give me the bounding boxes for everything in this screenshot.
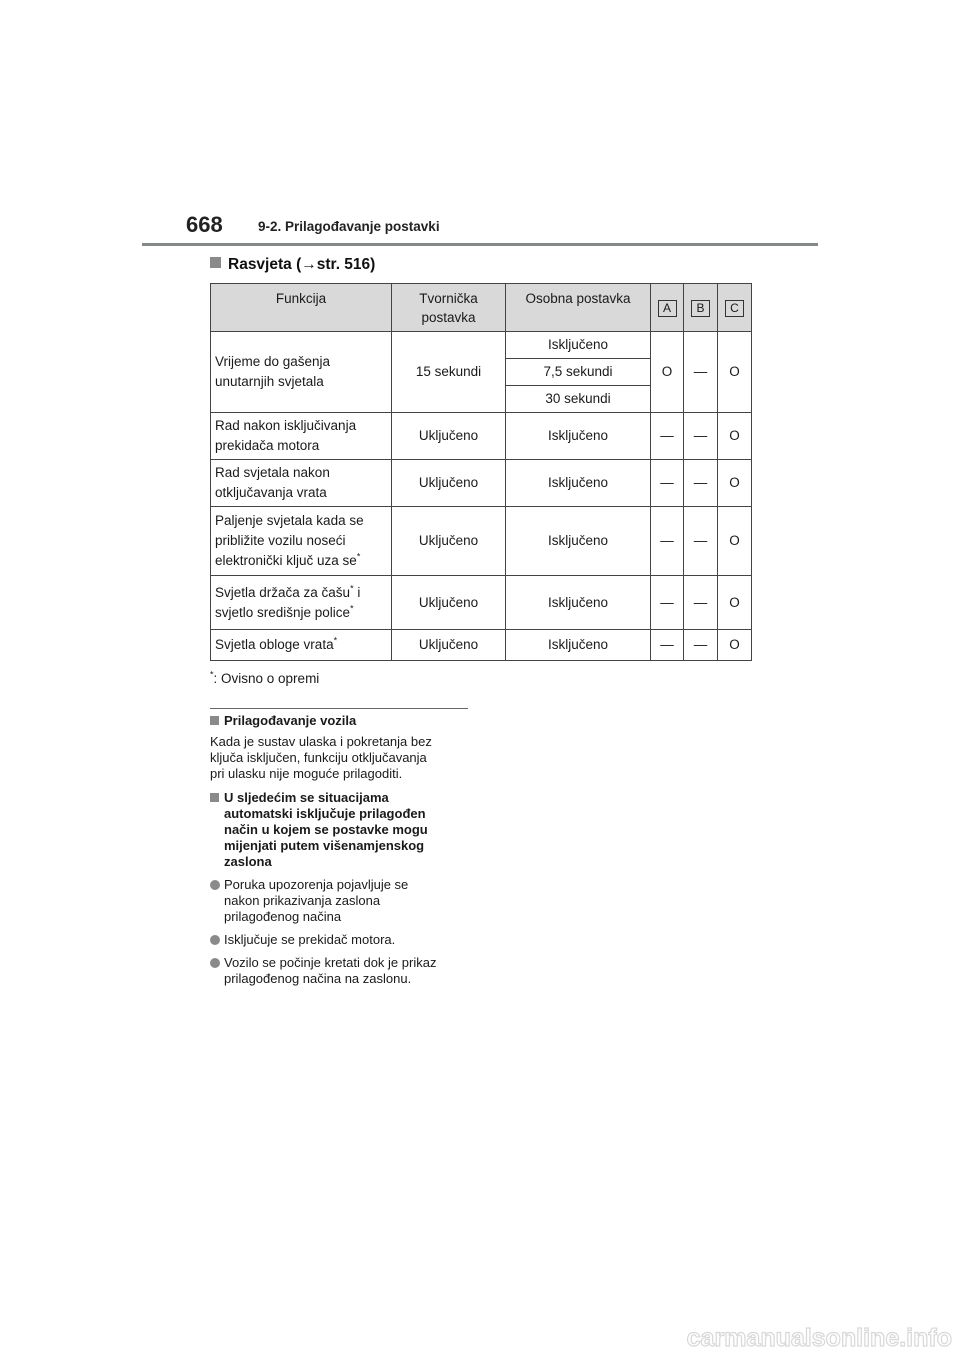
square-bullet-icon bbox=[210, 257, 221, 268]
function-line: Rad nakon isključivanja bbox=[215, 418, 357, 433]
header-personal: Osobna postavka bbox=[506, 284, 651, 332]
settings-table bbox=[210, 283, 752, 661]
asterisk-mark: * bbox=[356, 551, 361, 562]
circle-bullet-icon bbox=[210, 880, 220, 890]
note-line: Kada je sustav ulaska i pokretanja bez bbox=[210, 734, 432, 749]
row-factory: Uključeno bbox=[392, 460, 506, 507]
asterisk-mark: * bbox=[333, 635, 338, 646]
row-function bbox=[211, 507, 392, 576]
section-title bbox=[210, 256, 375, 274]
function-line: Rad svjetala nakon bbox=[215, 465, 330, 480]
function-line: unutarnjih svjetala bbox=[215, 374, 324, 389]
row-personal: Isključeno bbox=[506, 576, 651, 630]
list-item bbox=[210, 932, 480, 948]
note-heading bbox=[210, 713, 480, 729]
row-personal-option: 30 sekundi bbox=[506, 386, 651, 413]
bullet-line: Isključuje se prekidač motora. bbox=[224, 932, 396, 947]
divider bbox=[210, 708, 468, 709]
circle-bullet-icon bbox=[210, 935, 220, 945]
note-heading bbox=[210, 790, 480, 870]
table-row bbox=[211, 413, 752, 460]
list-item bbox=[210, 955, 480, 987]
label-a-icon: A bbox=[658, 300, 677, 317]
header-factory-line1: Tvornička bbox=[419, 291, 478, 306]
row-b: — bbox=[684, 413, 718, 460]
row-function bbox=[211, 460, 392, 507]
chapter-title: 9-2. Prilagođavanje postavki bbox=[258, 219, 440, 234]
header-factory-line2: postavka bbox=[421, 310, 476, 325]
footnote-text: : Ovisno o opremi bbox=[213, 671, 320, 686]
header-rule bbox=[142, 243, 818, 246]
function-line: Svjetla obloge vrata bbox=[215, 637, 334, 652]
row-a: — bbox=[651, 507, 684, 576]
row-personal: Isključeno bbox=[506, 630, 651, 661]
row-c: O bbox=[718, 630, 752, 661]
row-personal: Isključeno bbox=[506, 507, 651, 576]
function-line: otključavanja vrata bbox=[215, 485, 327, 500]
note-line: ključa isključen, funkciju otključavanja bbox=[210, 750, 427, 765]
circle-bullet-icon bbox=[210, 958, 220, 968]
list-item bbox=[210, 877, 480, 925]
bullet-line: prilagođenog načina na zaslonu. bbox=[224, 971, 412, 986]
bullet-line: Poruka upozorenja pojavljuje se bbox=[224, 877, 409, 892]
row-a: — bbox=[651, 630, 684, 661]
bullet-line: Vozilo se počinje kretati dok je prikaz bbox=[224, 955, 437, 970]
function-line: prekidača motora bbox=[215, 438, 320, 453]
row-function bbox=[211, 332, 392, 413]
note-heading-line: zaslona bbox=[224, 854, 272, 869]
table-row bbox=[211, 576, 752, 630]
note-customizing bbox=[210, 713, 480, 782]
note-heading-line: način u kojem se postavke mogu bbox=[224, 822, 428, 837]
note-body bbox=[210, 734, 480, 782]
row-factory: Uključeno bbox=[392, 413, 506, 460]
row-personal: Isključeno bbox=[506, 460, 651, 507]
square-bullet-icon bbox=[210, 716, 219, 725]
row-factory: 15 sekundi bbox=[392, 332, 506, 413]
header-a bbox=[651, 284, 684, 332]
row-a: — bbox=[651, 576, 684, 630]
header-function: Funkcija bbox=[211, 284, 392, 332]
footnote-mark: * bbox=[210, 669, 214, 680]
bullet-line: nakon prikazivanja zaslona bbox=[224, 893, 381, 908]
note-heading-line: mijenjati putem višenamjenskog bbox=[224, 838, 425, 853]
function-line: i bbox=[353, 584, 361, 600]
function-line: približite vozilu noseći bbox=[215, 533, 346, 548]
note-line: pri ulasku nije moguće prilagoditi. bbox=[210, 766, 403, 781]
section-title-text: Rasvjeta (→str. 516) bbox=[228, 256, 376, 273]
row-c: O bbox=[718, 460, 752, 507]
footnote bbox=[210, 671, 319, 686]
table-row bbox=[211, 630, 752, 661]
header-c bbox=[718, 284, 752, 332]
row-function bbox=[211, 576, 392, 630]
asterisk-mark: * bbox=[350, 603, 354, 613]
row-b: — bbox=[684, 332, 718, 413]
row-a: — bbox=[651, 413, 684, 460]
label-c-icon: C bbox=[725, 300, 744, 317]
row-a: — bbox=[651, 460, 684, 507]
row-c: O bbox=[718, 413, 752, 460]
row-factory: Uključeno bbox=[392, 630, 506, 661]
table-row bbox=[211, 460, 752, 507]
row-personal-option: 7,5 sekundi bbox=[506, 359, 651, 386]
page-number: 668 bbox=[186, 212, 223, 237]
row-b: — bbox=[684, 460, 718, 507]
row-function bbox=[211, 630, 392, 661]
label-b-icon: B bbox=[691, 300, 710, 317]
function-line: elektronički ključ uza se bbox=[215, 553, 357, 568]
note-heading-text: Prilagođavanje vozila bbox=[224, 713, 357, 728]
asterisk-mark: * bbox=[350, 583, 354, 593]
header-b bbox=[684, 284, 718, 332]
note-heading-line: automatski isključuje prilagođen bbox=[224, 806, 426, 821]
function-line: Svjetla držača za čašu bbox=[215, 584, 351, 600]
row-b: — bbox=[684, 507, 718, 576]
function-line: Vrijeme do gašenja bbox=[215, 354, 331, 369]
bullet-line: prilagođenog načina bbox=[224, 909, 342, 924]
note-heading-line: U sljedećim se situacijama bbox=[224, 790, 389, 805]
row-personal-option: Isključeno bbox=[506, 332, 651, 359]
watermark-text: carmanualsonline.info bbox=[686, 1324, 952, 1352]
table-row bbox=[211, 332, 752, 359]
table-row bbox=[211, 507, 752, 576]
watermark-logo bbox=[670, 1314, 960, 1358]
row-c: O bbox=[718, 507, 752, 576]
row-b: — bbox=[684, 630, 718, 661]
function-line: svjetlo središnje police bbox=[215, 604, 351, 620]
table-header-row bbox=[211, 284, 752, 332]
note-situations bbox=[210, 790, 480, 987]
row-c: O bbox=[718, 332, 752, 413]
row-c: O bbox=[718, 576, 752, 630]
function-line: Paljenje svjetala kada se bbox=[215, 513, 364, 528]
square-bullet-icon bbox=[210, 793, 219, 802]
row-function bbox=[211, 413, 392, 460]
row-personal: Isključeno bbox=[506, 413, 651, 460]
row-factory: Uključeno bbox=[392, 507, 506, 576]
header-factory bbox=[392, 284, 506, 332]
row-a: O bbox=[651, 332, 684, 413]
row-factory: Uključeno bbox=[392, 576, 506, 630]
row-b: — bbox=[684, 576, 718, 630]
